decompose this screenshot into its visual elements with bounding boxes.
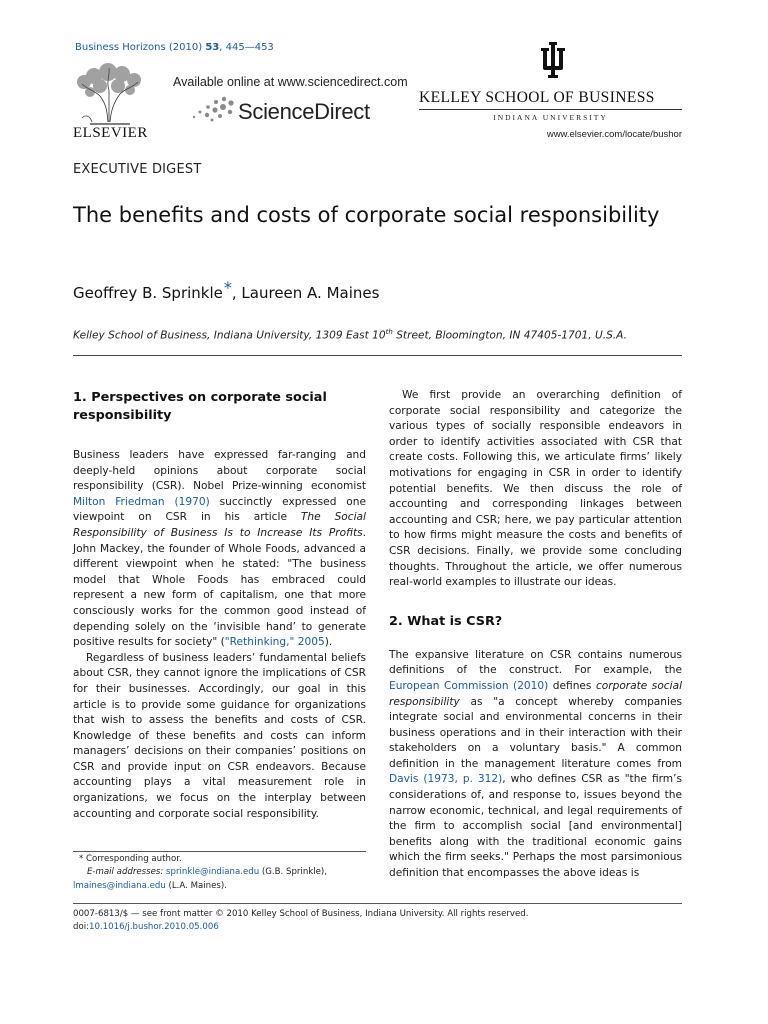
article-title: The benefits and costs of corporate social responsibility [73,203,660,227]
corresponding-author-note: * Corresponding author. [79,854,182,864]
email-owner: (L.A. Maines). [165,880,227,891]
paragraph [389,648,682,882]
author-name: Laureen A. Maines [241,284,380,302]
affiliation-text: Kelley School of Business, Indiana University, 1309 East 10 [73,329,386,342]
section-heading: 1. Perspectives on corporate social responsibility [73,390,327,423]
citation-link[interactable]: European Commission (2010) [389,679,549,692]
paragraph [73,448,366,651]
paragraph-text: defines [548,679,596,692]
title-divider [73,355,682,356]
doi-link[interactable]: 10.1016/j.bushor.2010.05.006 [89,922,219,933]
citation-link[interactable]: "Rethinking," 2005 [224,636,325,649]
sciencedirect-dots-logo-icon [190,95,238,123]
email-link[interactable]: lmaines@indiana.edu [73,880,166,891]
paragraph-text: succinctly expressed one viewpoint on CSR in his article [73,495,366,524]
paragraph: We first provide an overarching definition of corporate social responsibility and categorize the various types of socially responsible endeavors in order to identify activities associated with CSR that create costs. Following this, we articulate firms’ likely motivations for engaging in CSR in order to identify potential benefits. We then discuss the role of accounting and corresponding linkages between accounting and CSR; here, we pay particular attention to how firms might measure the costs and benefits of CSR decisions. Finally, we provide some concluding thoughts. Throughout the article, we offer numerous real-world examples to illustrate our ideas. [389,389,682,589]
paragraph-text: . John Mackey, the founder of Whole Foods, advanced a different viewpoint when he stated: "The business model that Whole Foods has embraced could represent a new form of capitalism, one that more consciously works for the common good instead of depending solely on the ‘invisible hand’ to generate positive results for society" ( [73,526,366,649]
school-name: KELLEY SCHOOL OF BUSINESS [419,89,655,106]
email-label: E-mail addresses: [87,867,167,878]
corresponding-author-mark[interactable]: * [223,278,232,297]
footer-divider [73,903,682,904]
author-list [73,278,379,302]
journal-pages: , 445—453 [219,42,274,53]
paragraph-text: , who defines CSR as "the firm’s considerations of, and response to, issues beyond the narrow economic, technical, and legal requirements of the firm to accomplish social [and environmental] benefits along with the traditional economic gains which the firm seeks." Perhaps the most parsimonious definition that encompasses the above ideas is [389,773,682,880]
affiliation-superscript: th [385,328,393,336]
section-label: EXECUTIVE DIGEST [73,162,202,177]
email-link[interactable]: sprinkle@indiana.edu [166,867,260,878]
article-reference-title: The Social Responsibility of Business Is to Increase Its Profits [73,511,366,539]
sciencedirect-wordmark: ScienceDirect [238,99,370,124]
author-separator: , [231,284,242,302]
citation-link[interactable]: Davis (1973, p. 312) [389,773,503,786]
university-name: INDIANA UNIVERSITY [493,113,608,122]
available-online-text: Available online at www.sciencedirect.com [173,75,408,89]
elsevier-wordmark: ELSEVIER [73,125,148,141]
left-column [73,389,366,822]
author-affiliation [73,328,627,342]
footnote [73,853,366,893]
section-heading: 2. What is CSR? [389,613,503,629]
paragraph-text: ). [324,636,333,649]
email-owner: (G.B. Sprinkle), [259,867,328,878]
journal-reference[interactable] [75,42,274,53]
iu-trident-logo-icon [537,42,569,78]
journal-url-link[interactable]: www.elsevier.com/locate/bushor [546,129,682,140]
defined-term: corporate social responsibility [389,679,683,708]
paragraph-text: as "a concept whereby companies integrate social and environmental concerns in their business operations and in their interaction with their stakeholders on a voluntary basis." A common definition in the management literature comes from [389,695,682,770]
footnote-divider [73,851,366,852]
citation-link[interactable]: Milton Friedman (1970) [73,495,210,508]
header-divider [419,109,682,110]
paragraph-text: The expansive literature on CSR contains numerous definitions of the construct. For example, the [389,648,682,677]
right-column [389,388,682,882]
doi-label: doi: [73,922,89,933]
paragraph-text: Business leaders have expressed far-ranging and deeply-held opinions about corporate social responsibility (CSR). Nobel Prize-winning economist [73,449,366,493]
journal-name: Business Horizons (2010) [75,42,203,53]
affiliation-text: Street, Bloomington, IN 47405-1701, U.S.A. [392,329,627,342]
journal-volume: 53 [205,42,220,53]
author-name: Geoffrey B. Sprinkle [73,284,223,302]
copyright-text: 0007-6813/$ — see front matter © 2010 Kelley School of Business, Indiana University. All rights reserved. [73,909,529,919]
copyright-block [73,908,528,935]
paragraph: Regardless of business leaders’ fundamental beliefs about CSR, they cannot ignore the implications of CSR for their businesses. Accordingly, our goal in this article is to provide some guidance for organizations that wish to assess the benefits and costs of CSR. Knowledge of these benefits and costs can inform managers’ decisions on their companies’ positions on CSR and provide input on CSR endeavors. Because accounting plays a vital measurement role in organizations, we focus on the interplay between accounting and corporate social responsibility. [73,651,366,820]
